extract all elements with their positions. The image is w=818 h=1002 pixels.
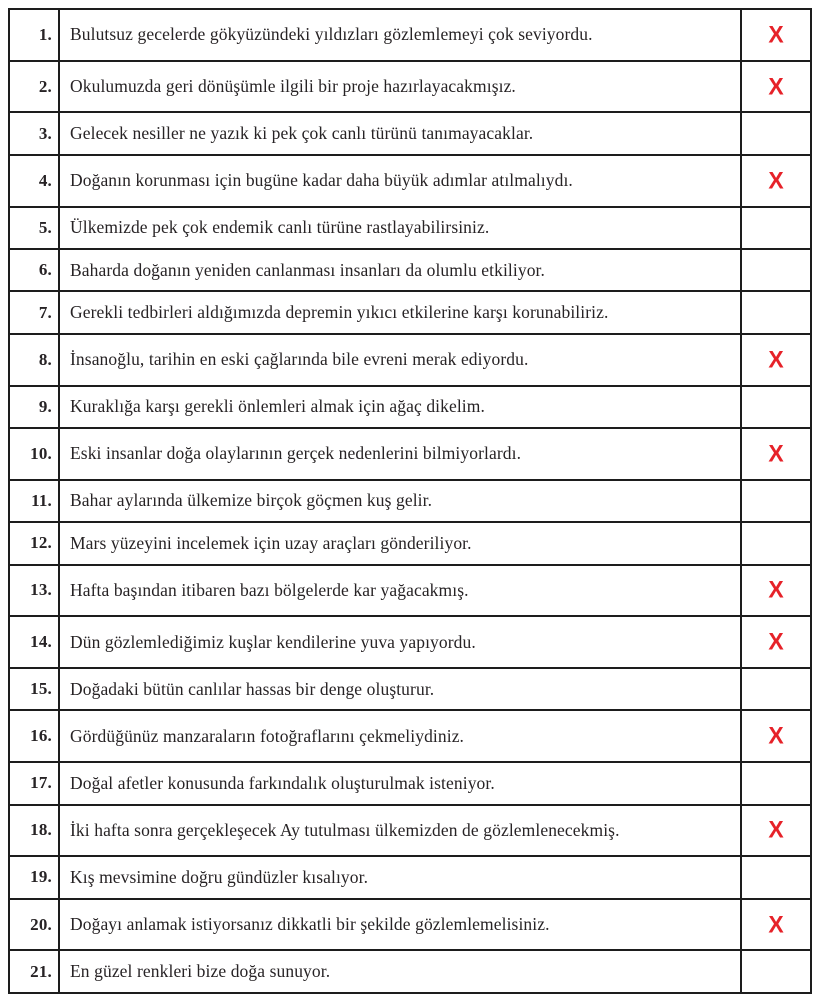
sentence-text: Doğayı anlamak istiyorsanız dikkatli bir şekilde gözlemlemelisiniz. [59,899,741,951]
row-number: 15. [9,668,59,710]
table-row [9,522,811,564]
answer-cell [741,899,811,951]
sentence-text: Eski insanlar doğa olaylarının gerçek nedenlerini bilmiyorlardı. [59,428,741,480]
answer-cell [741,856,811,898]
row-number: 13. [9,565,59,617]
sentence-text: Doğadaki bütün canlılar hassas bir denge oluşturur. [59,668,741,710]
x-mark: X [768,815,784,844]
row-number: 16. [9,710,59,762]
row-number: 19. [9,856,59,898]
sentence-table [8,8,812,994]
x-mark: X [768,165,784,194]
answer-cell [741,762,811,804]
sentence-text: Ülkemizde pek çok endemik canlı türüne rastlayabilirsiniz. [59,207,741,249]
sentence-text: Hafta başından itibaren bazı bölgelerde kar yağacakmış. [59,565,741,617]
row-number: 7. [9,291,59,333]
table-row [9,112,811,154]
row-number: 18. [9,805,59,857]
answer-cell [741,805,811,857]
table-row [9,856,811,898]
sentence-text: Doğal afetler konusunda farkındalık oluşturulmak isteniyor. [59,762,741,804]
answer-cell [741,616,811,668]
table-row [9,565,811,617]
sentence-text: Baharda doğanın yeniden canlanması insanları da olumlu etkiliyor. [59,249,741,291]
answer-cell [741,112,811,154]
row-number: 21. [9,950,59,993]
answer-cell [741,668,811,710]
table-row [9,291,811,333]
answer-cell [741,710,811,762]
answer-cell [741,61,811,113]
table-row [9,9,811,61]
sentence-text: Gelecek nesiller ne yazık ki pek çok canlı türünü tanımayacaklar. [59,112,741,154]
row-number: 11. [9,480,59,522]
answer-cell [741,291,811,333]
table-row [9,249,811,291]
row-number: 1. [9,9,59,61]
table-row [9,480,811,522]
table-row [9,899,811,951]
sentence-text: Doğanın korunması için bugüne kadar daha büyük adımlar atılmalıydı. [59,155,741,207]
sentence-text: İki hafta sonra gerçekleşecek Ay tutulması ülkemizden de gözlemlenecekmiş. [59,805,741,857]
answer-cell [741,155,811,207]
table-row [9,762,811,804]
answer-cell [741,9,811,61]
row-number: 8. [9,334,59,386]
answer-cell [741,249,811,291]
sentence-text: Bahar aylarında ülkemize birçok göçmen kuş gelir. [59,480,741,522]
sentence-text: İnsanoğlu, tarihin en eski çağlarında bile evreni merak ediyordu. [59,334,741,386]
answer-cell [741,522,811,564]
row-number: 2. [9,61,59,113]
table-row [9,805,811,857]
sentence-text: En güzel renkleri bize doğa sunuyor. [59,950,741,993]
answer-cell [741,207,811,249]
x-mark: X [768,71,784,100]
x-mark: X [768,909,784,938]
row-number: 6. [9,249,59,291]
row-number: 12. [9,522,59,564]
table-row [9,616,811,668]
table-row [9,386,811,428]
sentence-text: Gördüğünüz manzaraların fotoğraflarını çekmeliydiniz. [59,710,741,762]
answer-cell [741,565,811,617]
sentence-text: Kış mevsimine doğru gündüzler kısalıyor. [59,856,741,898]
sentence-text: Dün gözlemlediğimiz kuşlar kendilerine yuva yapıyordu. [59,616,741,668]
row-number: 9. [9,386,59,428]
x-mark: X [768,345,784,373]
sentence-table-body [9,9,811,993]
answer-cell [741,334,811,386]
sentence-text: Gerekli tedbirleri aldığımızda depremin yıkıcı etkilerine karşı korunabiliriz. [59,291,741,333]
sentence-text: Bulutsuz gecelerde gökyüzündeki yıldızları gözlemlemeyi çok seviyordu. [59,9,741,61]
row-number: 14. [9,616,59,668]
row-number: 3. [9,112,59,154]
answer-cell [741,480,811,522]
x-mark: X [768,721,784,749]
table-row [9,155,811,207]
table-row [9,950,811,993]
table-row [9,207,811,249]
table-row [9,668,811,710]
x-mark: X [768,575,784,604]
x-mark: X [768,439,784,467]
sentence-text: Kuraklığa karşı gerekli önlemleri almak için ağaç dikelim. [59,386,741,428]
x-mark: X [768,627,784,655]
row-number: 17. [9,762,59,804]
row-number: 4. [9,155,59,207]
table-row [9,334,811,386]
answer-cell [741,950,811,993]
sentence-text: Mars yüzeyini incelemek için uzay araçları gönderiliyor. [59,522,741,564]
table-row [9,61,811,113]
sentence-text: Okulumuzda geri dönüşümle ilgili bir proje hazırlayacakmışız. [59,61,741,113]
x-mark: X [768,20,784,48]
row-number: 20. [9,899,59,951]
table-row [9,428,811,480]
answer-cell [741,428,811,480]
row-number: 5. [9,207,59,249]
table-row [9,710,811,762]
row-number: 10. [9,428,59,480]
answer-cell [741,386,811,428]
